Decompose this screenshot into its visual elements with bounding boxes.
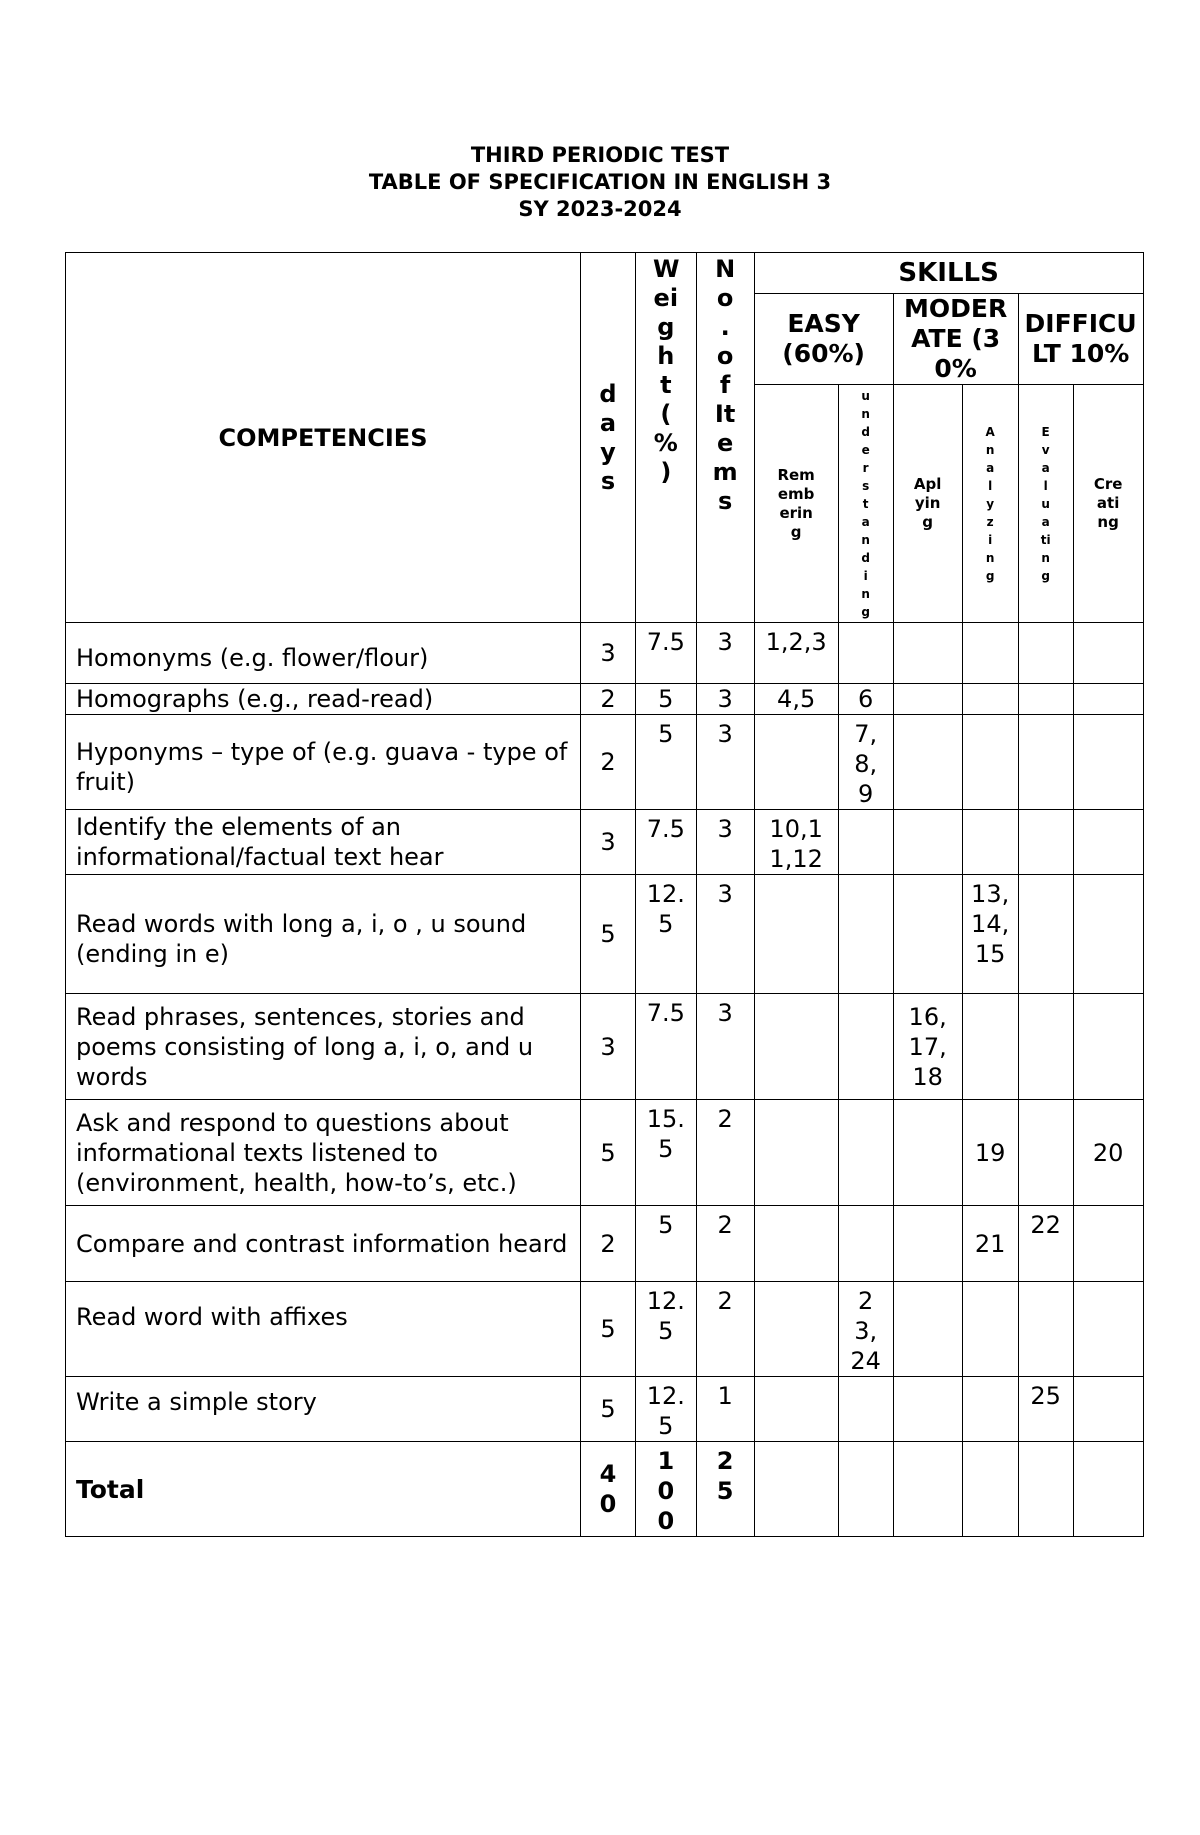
creating-cell (1073, 623, 1143, 684)
understanding-cell (838, 994, 893, 1100)
applying-cell (893, 875, 962, 994)
title-line-3: SY 2023-2024 (518, 197, 682, 221)
days-cell: 5 (581, 1100, 636, 1206)
understanding-cell (838, 810, 893, 875)
items-cell: 3 (696, 810, 754, 875)
header-easy (754, 294, 893, 385)
header-creating (1073, 385, 1143, 623)
understanding-cell (838, 1206, 893, 1282)
remembering-cell (754, 1100, 838, 1206)
header-applying (893, 385, 962, 623)
applying-cell (893, 1377, 962, 1442)
weight-cell: 5 (636, 715, 697, 810)
header-no-of-items-label: No.of Items (712, 255, 738, 515)
applying-cell (893, 684, 962, 715)
evaluating-cell (1018, 623, 1073, 684)
total-days-cell: 40 (581, 1442, 636, 1537)
table-row (66, 715, 1144, 810)
total-remembering-cell (754, 1442, 838, 1537)
total-understanding-cell (838, 1442, 893, 1537)
analyzing-cell (962, 623, 1018, 684)
competency-cell: Ask and respond to questions about informational texts listened to (environment, health, how-to’s, etc.) (66, 1100, 581, 1206)
weight-cell: 5 (636, 684, 697, 715)
days-cell: 3 (581, 810, 636, 875)
evaluating-cell (1018, 810, 1073, 875)
specification-table (65, 252, 1144, 1537)
weight-cell: 7.5 (636, 623, 697, 684)
creating-cell (1073, 994, 1143, 1100)
evaluating-cell (1018, 1282, 1073, 1377)
days-cell: 3 (581, 623, 636, 684)
remembering-cell: 10,11,12 (754, 810, 838, 875)
evaluating-cell (1018, 684, 1073, 715)
header-competencies-label: COMPETENCIES (218, 423, 428, 452)
total-row (66, 1442, 1144, 1537)
analyzing-cell (962, 1377, 1018, 1442)
items-cell: 1 (696, 1377, 754, 1442)
total-label: Total (66, 1442, 581, 1537)
competency-cell: Identify the elements of an informational/factual text hear (66, 810, 581, 875)
total-evaluating-cell (1018, 1442, 1073, 1537)
header-understanding-label: understanding (861, 388, 870, 619)
title-line-2: TABLE OF SPECIFICATION IN ENGLISH 3 (368, 170, 832, 194)
header-remembering (754, 385, 838, 623)
evaluating-cell: 25 (1018, 1377, 1073, 1442)
days-cell: 5 (581, 1282, 636, 1377)
weight-cell: 5 (636, 1206, 697, 1282)
days-cell: 5 (581, 875, 636, 994)
header-remembering-label: Remembering (777, 465, 815, 541)
understanding-cell (838, 875, 893, 994)
items-cell: 3 (696, 623, 754, 684)
evaluating-cell (1018, 994, 1073, 1100)
weight-cell: 15.5 (636, 1100, 697, 1206)
weight-cell: 7.5 (636, 810, 697, 875)
header-easy-label: EASY (60%) (782, 309, 865, 368)
days-cell: 2 (581, 715, 636, 810)
applying-cell (893, 1100, 962, 1206)
header-evaluating (1018, 385, 1073, 623)
competency-cell: Homographs (e.g., read-read) (66, 684, 581, 715)
remembering-cell (754, 1282, 838, 1377)
table-row (66, 1100, 1144, 1206)
applying-cell (893, 810, 962, 875)
creating-cell (1073, 1282, 1143, 1377)
applying-cell (893, 715, 962, 810)
header-weight (636, 253, 697, 623)
items-cell: 3 (696, 875, 754, 994)
header-skills-label: SKILLS (898, 258, 999, 288)
header-competencies (66, 253, 581, 623)
analyzing-cell: 19 (962, 1100, 1018, 1206)
competency-cell: Read word with affixes (66, 1282, 581, 1377)
applying-cell (893, 623, 962, 684)
table-row (66, 875, 1144, 994)
total-weight-cell: 100 (636, 1442, 697, 1537)
header-days (581, 253, 636, 623)
total-applying-cell (893, 1442, 962, 1537)
analyzing-cell (962, 715, 1018, 810)
creating-cell (1073, 875, 1143, 994)
items-cell: 2 (696, 1206, 754, 1282)
evaluating-cell (1018, 1100, 1073, 1206)
table-row (66, 994, 1144, 1100)
header-weight-label: Weight (%) (653, 255, 680, 486)
header-applying-label: Aplying (913, 475, 942, 531)
evaluating-cell (1018, 875, 1073, 994)
table-row (66, 1206, 1144, 1282)
total-analyzing-cell (962, 1442, 1018, 1537)
remembering-cell (754, 875, 838, 994)
competency-cell: Homonyms (e.g. flower/flour) (66, 623, 581, 684)
competency-cell: Read words with long a, i, o , u sound (ending in e) (66, 875, 581, 994)
header-understanding (838, 385, 893, 623)
header-evaluating-label: Evaluating (1040, 424, 1051, 583)
applying-cell (893, 1282, 962, 1377)
creating-cell (1073, 684, 1143, 715)
table-row (66, 684, 1144, 715)
creating-cell (1073, 810, 1143, 875)
items-cell: 3 (696, 684, 754, 715)
days-cell: 2 (581, 684, 636, 715)
remembering-cell (754, 1206, 838, 1282)
header-skills (754, 253, 1143, 294)
days-cell: 3 (581, 994, 636, 1100)
items-cell: 2 (696, 1282, 754, 1377)
understanding-cell: 6 (838, 684, 893, 715)
total-items-cell: 25 (696, 1442, 754, 1537)
remembering-cell: 1,2,3 (754, 623, 838, 684)
header-difficult (1018, 294, 1143, 385)
evaluating-cell (1018, 715, 1073, 810)
understanding-cell (838, 1377, 893, 1442)
header-no-of-items (696, 253, 754, 623)
total-creating-cell (1073, 1442, 1143, 1537)
weight-cell: 7.5 (636, 994, 697, 1100)
analyzing-cell (962, 810, 1018, 875)
evaluating-cell: 22 (1018, 1206, 1073, 1282)
weight-cell: 12.5 (636, 1377, 697, 1442)
understanding-cell: 23,24 (838, 1282, 893, 1377)
items-cell: 3 (696, 994, 754, 1100)
table-row (66, 1377, 1144, 1442)
days-cell: 5 (581, 1377, 636, 1442)
remembering-cell: 4,5 (754, 684, 838, 715)
items-cell: 2 (696, 1100, 754, 1206)
table-row (66, 623, 1144, 684)
analyzing-cell: 13,14,15 (962, 875, 1018, 994)
analyzing-cell (962, 994, 1018, 1100)
understanding-cell (838, 623, 893, 684)
remembering-cell (754, 715, 838, 810)
header-difficult-label: DIFFICULT 10% (1024, 309, 1137, 368)
remembering-cell (754, 1377, 838, 1442)
title-line-1: THIRD PERIODIC TEST (470, 143, 730, 167)
analyzing-cell (962, 684, 1018, 715)
analyzing-cell: 21 (962, 1206, 1018, 1282)
header-creating-label: Creating (1093, 475, 1123, 531)
creating-cell (1073, 1377, 1143, 1442)
table-row (66, 810, 1144, 875)
header-analyzing-label: Analyzing (985, 424, 995, 583)
analyzing-cell (962, 1282, 1018, 1377)
weight-cell: 12.5 (636, 875, 697, 994)
header-days-label: days (599, 379, 617, 495)
competency-cell: Hyponyms – type of (e.g. guava - type of fruit) (66, 715, 581, 810)
creating-cell (1073, 1206, 1143, 1282)
items-cell: 3 (696, 715, 754, 810)
creating-cell: 20 (1073, 1100, 1143, 1206)
applying-cell: 16,17,18 (893, 994, 962, 1100)
competency-cell: Write a simple story (66, 1377, 581, 1442)
applying-cell (893, 1206, 962, 1282)
document-title-block (0, 142, 1200, 223)
understanding-cell: 7,8,9 (838, 715, 893, 810)
understanding-cell (838, 1100, 893, 1206)
creating-cell (1073, 715, 1143, 810)
remembering-cell (754, 994, 838, 1100)
header-moderate-label: MODERATE (30% (904, 294, 1008, 383)
weight-cell: 12.5 (636, 1282, 697, 1377)
header-analyzing (962, 385, 1018, 623)
competency-cell: Read phrases, sentences, stories and poems consisting of long a, i, o, and u words (66, 994, 581, 1100)
competency-cell: Compare and contrast information heard (66, 1206, 581, 1282)
table-row (66, 1282, 1144, 1377)
header-moderate (893, 294, 1018, 385)
days-cell: 2 (581, 1206, 636, 1282)
